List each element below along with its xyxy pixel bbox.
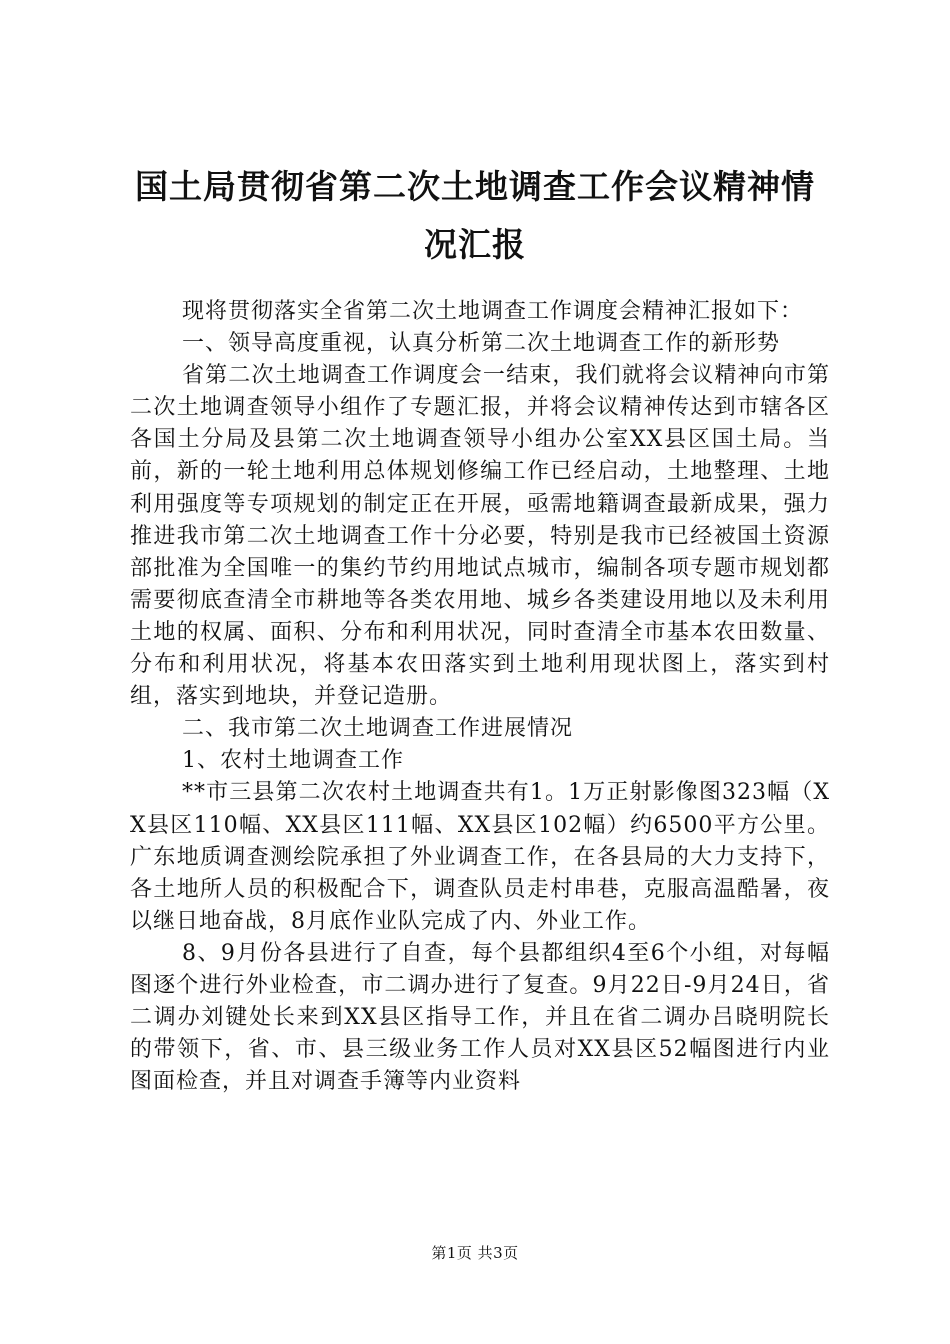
document-body	[130, 296, 830, 1098]
section-heading-1: 一、领导高度重视，认真分析第二次土地调查工作的新形势	[182, 331, 781, 357]
section-heading-2: 二、我市第二次土地调查工作进展情况	[182, 716, 574, 742]
document-title-line-2: 况汇报	[424, 225, 526, 264]
paragraph-section-1: 省第二次土地调查工作调度会一结束，我们就将会议精神向市第二次土地调查领导小组作了专题汇报，并将会议精神传达到市辖各区各国土分局及县第二次土地调查领导小组办公室XX县区国土局。当前，新的一轮土地利用总体规划修编工作已经启动，土地整理、土地利用强度等专项规划的制定正在开展，亟需地籍调查最新成果，强力推进我市第二次土地调查工作十分必要，特别是我市已经被国土资源部批准为全国唯一的集约节约用地试点城市，编制各项专题市规划都需要彻底查清全市耕地等各类农用地、城乡各类建设用地以及未利用土地的权属、面积、分布和利用状况，同时查清全市基本农田数量、分布和利用状况，将基本农田落实到土地利用现状图上，落实到村组，落实到地块，并登记造册。	[130, 363, 830, 710]
page-footer: 第1页 共3页	[431, 1244, 519, 1262]
paragraph-intro: 现将贯彻落实全省第二次土地调查工作调度会精神汇报如下：	[182, 299, 804, 324]
document-title-line-1: 国土局贯彻省第二次土地调查工作会议精神情	[135, 167, 815, 206]
paragraph-rural-survey: **市三县第二次农村土地调查共有1。1万正射影像图323幅（XX县区110幅、XX县区111幅、XX县区102幅）约6500平方公里。广东地质调查测绘院承担了外业调查工作，在各县局的大力支持下，各土地所人员的积极配合下，调查队员走村串巷，克服高温酷暑，夜以继日地奋战，8月底作业队完成了内、外业工作。	[130, 780, 830, 934]
subsection-heading-1: 1、农村土地调查工作	[182, 748, 404, 774]
paragraph-inspection: 8、9月份各县进行了自查，每个县都组织4至6个小组，对每幅图逐个进行外业检查，市二调办进行了复查。9月22日-9月24日，省二调办刘键处长来到XX县区指导工作，并且在省二调办吕晓明院长的带领下，省、市、县三级业务工作人员对XX县区52幅图进行内业图面检查，并且对调查手簿等内业资料	[130, 940, 830, 1095]
